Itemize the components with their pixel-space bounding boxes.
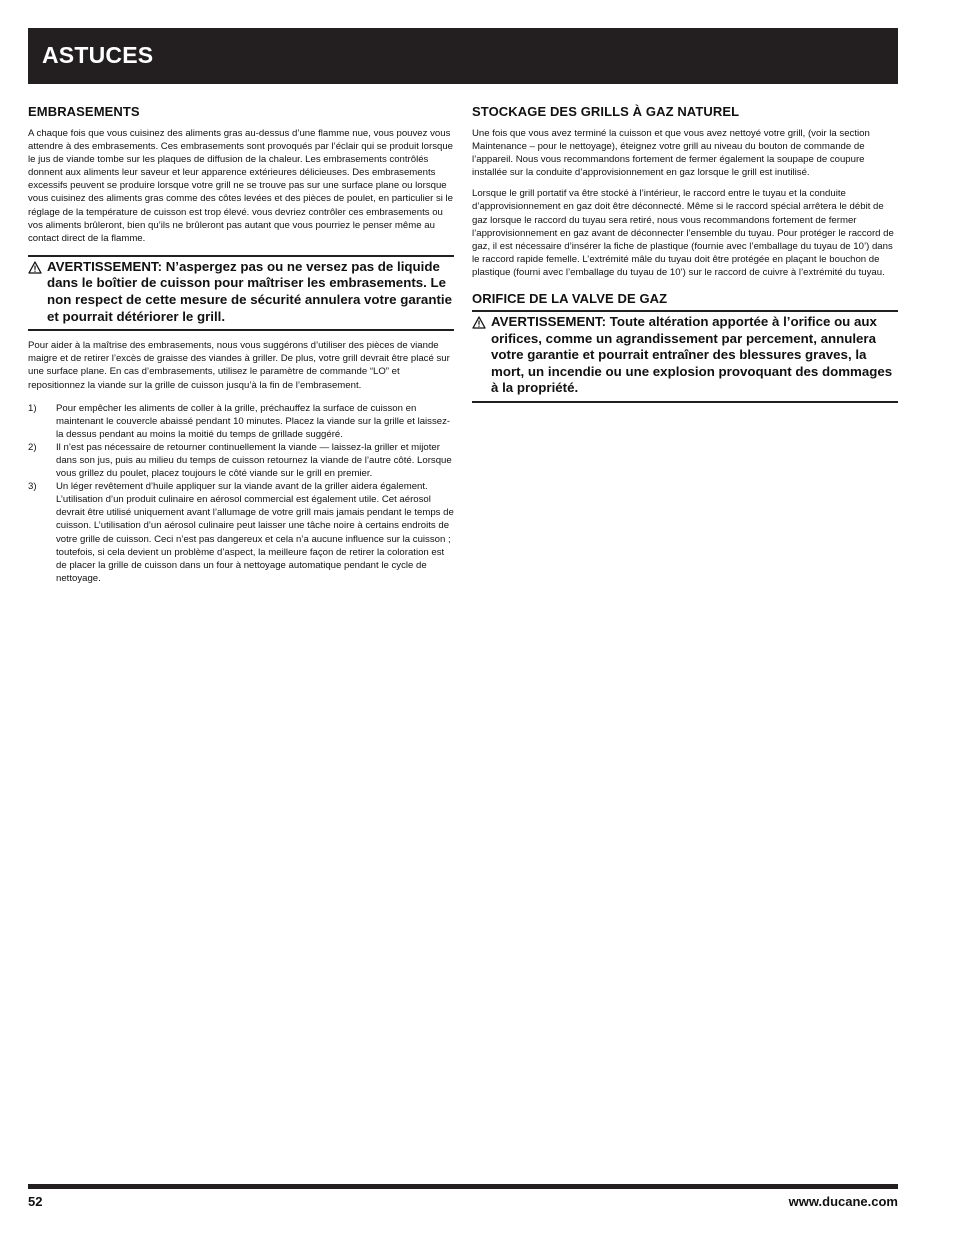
warning-triangle-icon bbox=[28, 261, 42, 274]
list-item bbox=[28, 441, 454, 480]
list-item-number: 2) bbox=[28, 441, 37, 453]
left-column bbox=[28, 104, 454, 585]
warning-box-orifice bbox=[472, 310, 898, 403]
flareups-body: A chaque fois que vous cuisinez des aliments gras au-dessus d’une flamme nue, vous pouvez vous attendre à des embrasements. Ces embrasements sont provoqués par l’éclair qui se produit lorsque le jus de viande tombe sur les plaques de diffusion de la chaleur. Les embrasements contrôlés donnent aux aliments leur saveur et leur apparence extérieures délicieuses. Des embrasements excessifs peuvent se produire lorsque votre grill ne se trouve pas sur une surface plane ou lorsque vous cuisinez des aliments gras comme des côtes levées et des pièces de poulet, en particulier si le réglage de la température de cuisson est trop élevé. vous devriez contrôler ces embrasements ou vos aliments brûleront, bien qu’ils ne brûleront pas autant que vous pourriez le penser même au contact direct de la flamme. bbox=[28, 128, 454, 244]
list-item-text: Un léger revêtement d’huile appliquer sur la viande avant de la griller aidera également. L’utilisation d’un produit culinaire en aérosol commercial est également utile. Cet aérosol devrait être utilisé uniquement avant l’allumage de votre grill mais jamais pendant le temps de cuisson. L’utilisation d’un aérosol culinaire peut laisser une tâche noire à certains endroits de votre grille de cuisson. Ceci n’est pas dangereux et cela n’a aucune influence sur la cuisson ; toutefois, si cela devient un problème d’aspect, la meilleure façon de retirer la coloration est de placer la grille de cuisson dans un four à nettoyage automatique pendant le cycle de nettoyage. bbox=[56, 481, 454, 584]
list-item-number: 1) bbox=[28, 402, 37, 414]
warning-box-flareups bbox=[28, 255, 454, 331]
tips-list bbox=[28, 402, 454, 585]
page-title: ASTUCES bbox=[42, 42, 154, 68]
list-item-text: Il n’est pas nécessaire de retourner continuellement la viande — laissez-la griller et mijoter dans son jus, puis au milieu du temps de cuisson retournez la viande de l’autre côté. Lorsque vous grillez du poulet, placez toujours le côté viande sur le grill en premier. bbox=[56, 441, 452, 480]
list-item-text: Pour empêcher les aliments de coller à la grille, préchauffez la surface de cuisson en maintenant le couvercle abaissé pendant 10 minutes. Placez la viande sur la grille et laissez-la dessus pendant au moins la moitié du temps de grillade suggéré. bbox=[56, 402, 451, 440]
warning-triangle-icon bbox=[472, 316, 486, 329]
list-item bbox=[28, 402, 454, 441]
flareups-intro: Pour aider à la maîtrise des embrasements, nous vous suggérons d’utiliser des pièces de viande maigre et de retirer l’excès de graisse des viandes à griller. De plus, votre grill devrait être placé sur une surface plane. En cas d’embrasements, utilisez le paramètre de commande “LO” et repositionnez la viande sur la grille de cuisson jusqu’à la fin de l’embrasement. bbox=[28, 340, 450, 391]
footer-rule bbox=[28, 1184, 898, 1189]
list-item-number: 3) bbox=[28, 481, 37, 493]
right-column bbox=[472, 104, 898, 403]
header-bar bbox=[28, 28, 898, 84]
storage-paragraph-2: Lorsque le grill portatif va être stocké à l’intérieur, le raccord entre le tuyau et la conduite d’approvisionnement en gaz doit être déconnecté. Même si le raccord spécial arrêtera le débit de gaz lorsque le raccord du tuyau sera retiré, nous vous recommandons fortement de fermer l’approvisionnement en gaz avant de déconnecter l’ensemble du tuyau. Pour protéger le raccord de gaz, il est nécessaire d’insérer la fiche de plastique (fournie avec l’emballage du tuyau de 10’) dans le raccord rapide femelle. L’extrémité mâle du tuyau doit être protégée en plaçant le bouchon de plastique (fourni avec l’emballage du tuyau de 10’) sur le raccord de cuivre à l’extrémité du tuyau. bbox=[472, 188, 894, 278]
section-heading-storage: STOCKAGE DES GRILLS À GAZ NATUREL bbox=[472, 104, 740, 119]
list-item bbox=[28, 480, 454, 585]
storage-paragraph-1: Une fois que vous avez terminé la cuisson et que vous avez nettoyé votre grill, (voir la section Maintenance – pour le nettoyage), éteignez votre grill au niveau du bouton de commande de l’appareil. Nous vous recommandons fortement de fermer également la soupape de coupure installée sur la conduite d’approvisionnement en gaz lorsque le grill est inutilisé. bbox=[472, 128, 870, 179]
section-heading-orifice: ORIFICE DE LA VALVE DE GAZ bbox=[472, 291, 668, 307]
website-link: www.ducane.com bbox=[788, 1194, 898, 1209]
warning-text-orifice: AVERTISSEMENT: Toute altération apportée à l’orifice ou aux orifices, comme un agrandissement par percement, annulera votre garantie et pourrait entraîner des blessures graves, la mort, un incendie ou une explosion provoquant des dommages à la propriété. bbox=[491, 314, 893, 396]
section-heading-flareups: EMBRASEMENTS bbox=[28, 104, 140, 119]
warning-text-flareups: AVERTISSEMENT: N’aspergez pas ou ne versez pas de liquide dans le boîtier de cuisson pour maîtriser les embrasements. Le non respect de cette mesure de sécurité annulera votre garantie et pourrait détériorer le grill. bbox=[47, 258, 452, 324]
page-number: 52 bbox=[28, 1194, 43, 1209]
